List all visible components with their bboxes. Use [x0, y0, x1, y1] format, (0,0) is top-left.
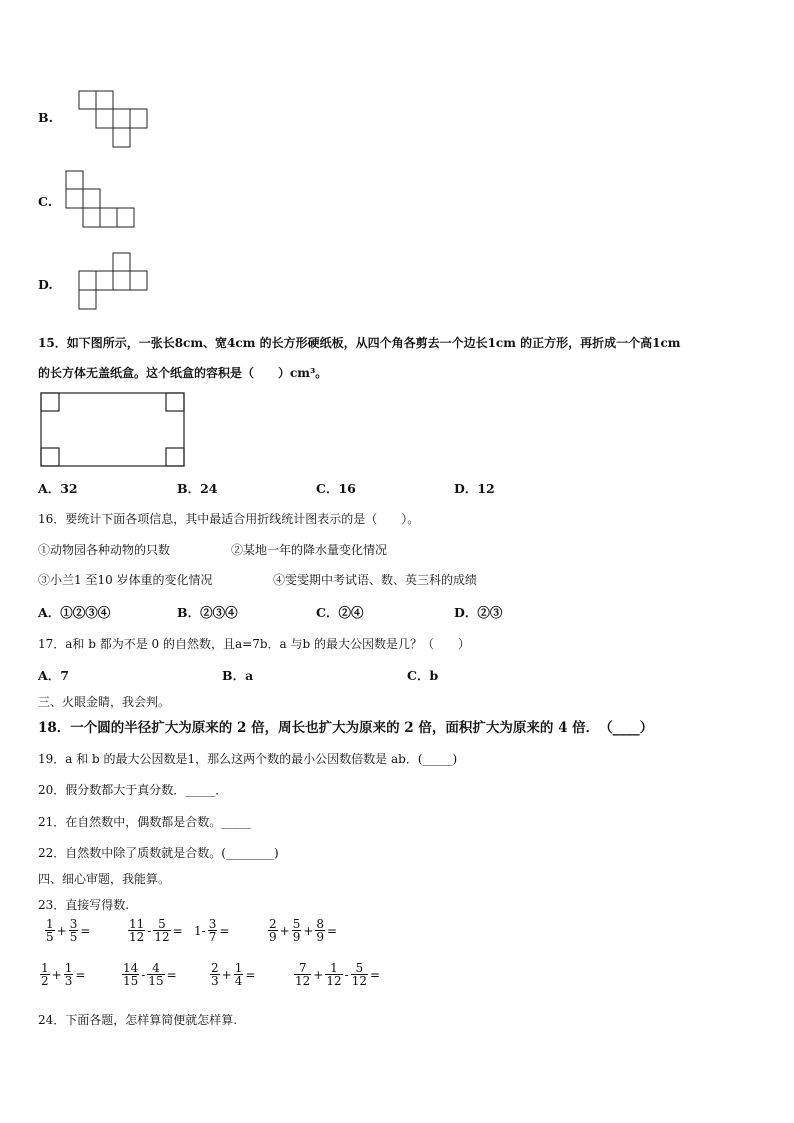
q23-stem: 23．直接写得数. [38, 898, 130, 912]
section-3-heading: 三、火眼金睛，我会判。 [38, 695, 171, 709]
operator: + [51, 967, 62, 982]
equals-sign: = [80, 923, 91, 938]
q17-stem: 17．a和 b 都为不是 0 的自然数，且a=7b．a 与b 的最大公因数是几？（ ） [38, 637, 470, 651]
denominator: 9 [269, 930, 277, 944]
numerator: 1 [46, 917, 54, 931]
denominator: 2 [41, 974, 49, 988]
fraction [325, 962, 342, 987]
denominator: 12 [351, 974, 367, 988]
equals-sign: = [369, 967, 381, 982]
operator: + [279, 923, 290, 938]
q23-row1-expression-2 [128, 918, 185, 943]
q23-row2-expression-3 [210, 962, 257, 987]
q16-option-d: D．②③ [454, 605, 503, 620]
q16-item-2: ②某地一年的降水量变化情况 [231, 543, 388, 557]
q15-option-a: A．32 [38, 481, 78, 496]
numerator: 1 [325, 962, 342, 975]
q15-option-c: C．16 [316, 481, 356, 496]
section-4-heading: 四、细心审题，我能算。 [38, 872, 171, 886]
q14-option-d-net [78, 252, 150, 310]
q20: 20．假分数都大于真分数．_____． [38, 783, 228, 797]
denominator: 9 [316, 930, 325, 944]
denominator: 3 [211, 974, 219, 988]
denominator: 15 [123, 974, 139, 988]
numerator: 1 [41, 961, 49, 975]
q24: 24．下面各题，怎样算简便就怎样算. [38, 1013, 238, 1027]
operator: - [344, 967, 349, 982]
operator: - [147, 923, 152, 938]
q14-option-b-net [78, 90, 150, 148]
fraction [210, 962, 220, 987]
numerator: 7 [294, 962, 311, 975]
q21: 21．在自然数中，偶数都是合数。_____ [38, 815, 252, 829]
fraction [128, 918, 145, 943]
fraction [64, 962, 74, 987]
q16-item-4: ④雯雯期中考试语、数、英三科的成绩 [273, 573, 478, 587]
numerator: 14 [123, 961, 139, 975]
numerator: 3 [69, 917, 78, 931]
equals-sign: = [172, 923, 183, 938]
q14-option-c-net [65, 170, 137, 228]
denominator: 7 [208, 930, 217, 944]
numerator: 1 [234, 961, 243, 975]
denominator: 4 [234, 974, 243, 988]
fraction [45, 918, 55, 943]
fraction [351, 962, 368, 987]
q14-option-d-label: D. [38, 277, 53, 292]
operator: - [141, 967, 146, 982]
fraction [292, 918, 302, 943]
denominator: 3 [64, 974, 73, 988]
denominator: 12 [295, 974, 311, 988]
fraction [40, 962, 50, 987]
numerator: 8 [316, 917, 325, 931]
q14-option-c-label: C. [38, 194, 53, 209]
numerator: 4 [147, 962, 164, 975]
numerator: 5 [153, 918, 170, 931]
equals-sign: = [327, 923, 338, 938]
q16-item-1: ①动物园各种动物的只数 [38, 543, 171, 557]
equals-sign: = [75, 967, 86, 982]
fraction [147, 962, 164, 987]
numerator: 1 [64, 961, 73, 975]
q23-row2-expression-1 [40, 962, 87, 987]
fraction [69, 918, 79, 943]
equals-sign: = [166, 967, 177, 982]
expression-lead: 1- [194, 923, 206, 938]
q16-option-b: B．②③④ [177, 605, 238, 620]
numerator: 11 [129, 917, 145, 931]
q23-row1-expression-4 [268, 918, 339, 943]
operator: + [303, 923, 314, 938]
denominator: 12 [129, 930, 145, 944]
q15-option-d: D．12 [454, 481, 495, 496]
q15-option-b: B．24 [177, 481, 218, 496]
numerator: 5 [292, 917, 301, 931]
numerator: 2 [211, 961, 219, 975]
fraction [315, 918, 325, 943]
q23-row2-expression-2 [122, 962, 179, 987]
fraction [268, 918, 278, 943]
equals-sign: = [219, 923, 230, 938]
fraction [294, 962, 311, 987]
q19: 19．a 和 b 的最大公因数是1，那么这两个数的最小公因数倍数是 ab．(_____) [38, 752, 458, 766]
q17-option-a: A．7 [38, 668, 69, 683]
numerator: 3 [208, 917, 217, 931]
fraction [153, 918, 170, 943]
denominator: 9 [292, 930, 301, 944]
numerator: 5 [351, 962, 368, 975]
q22: 22．自然数中除了质数就是合数。(________) [38, 846, 279, 860]
fraction [234, 962, 244, 987]
denominator: 5 [69, 930, 78, 944]
q16-option-c: C．②④ [316, 605, 364, 620]
operator: + [221, 967, 232, 982]
q16-option-a: A．①②③④ [38, 605, 111, 620]
q16-stem: 16．要统计下面各项信息，其中最适合用折线统计图表示的是（ ）。 [38, 512, 420, 526]
q17-option-b: B．a [222, 668, 254, 683]
denominator: 12 [154, 930, 170, 944]
numerator: 2 [269, 917, 277, 931]
q14-option-b-label: B. [38, 110, 53, 125]
operator: + [56, 923, 67, 938]
equals-sign: = [245, 967, 256, 982]
denominator: 15 [148, 974, 164, 988]
q23-row1-expression-1 [45, 918, 92, 943]
q15-line2: 的长方体无盖纸盒。这个纸盒的容积是（ ）cm³。 [38, 366, 328, 380]
denominator: 12 [326, 974, 342, 988]
fraction [208, 918, 218, 943]
q17-option-c: C．b [407, 668, 439, 683]
fraction [122, 962, 139, 987]
q15-line1: 15．如下图所示，一张长8cm、宽4cm 的长方形硬纸板，从四个角各剪去一个边长1cm 的正方形，再折成一个高1cm [38, 336, 681, 350]
operator: + [313, 967, 324, 982]
q23-row1-expression-3 [192, 918, 231, 943]
q18: 18．一个圆的半径扩大为原来的 2 倍，周长也扩大为原来的 2 倍，面积扩大为原来的 4 倍． （____） [38, 720, 654, 736]
denominator: 5 [46, 930, 54, 944]
q23-row2-expression-4 [294, 962, 382, 987]
q16-item-3: ③小兰1 至10 岁体重的变化情况 [38, 573, 213, 587]
q15-cardboard-figure [40, 392, 186, 468]
